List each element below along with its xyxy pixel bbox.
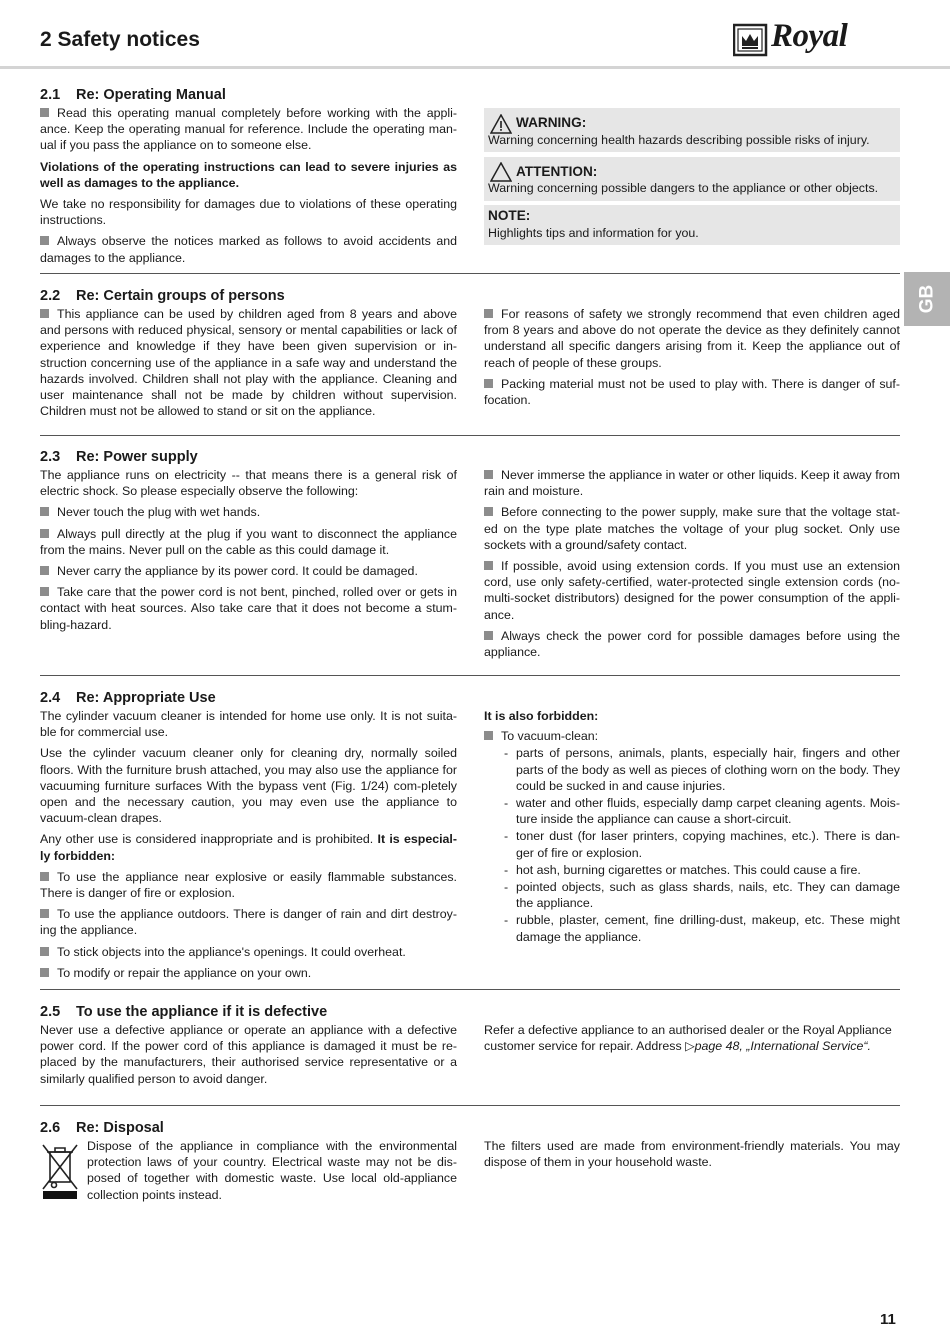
bullet-square-icon (484, 470, 493, 479)
paragraph: For reasons of safety we strongly recommend that even children aged from 8 years and above do not operate the device as they definitely cannot understand all specific dangers arising from it. Keep the appliance out of reach of people of these groups. (484, 307, 900, 370)
list-item: Before connecting to the power supply, make sure that the voltage stat-ed on the type plate matches the voltage of your plug socket. Only use sockets with a ground/safety contact. (484, 505, 900, 552)
paragraph: Always observe the notices marked as follows to avoid accidents and damages to the appliance. (40, 234, 457, 265)
dash-item: - rubble, plaster, cement, fine drilling-dust, makeup, etc. These might damage the appliance. (504, 913, 900, 944)
paragraph: Use the cylinder vacuum cleaner only for cleaning dry, normally soiled floors. With the furniture brush attached, you may also use the appliance for vacuuming furniture surfaces With the bypass vent (Fig. 1/24) com-pletely open and the necessary caution, you may even use the appliance to vacuum-clean drapes. (40, 746, 457, 826)
section-2-3-title: 2.3 Re: Power supply (40, 449, 198, 465)
dash-item: - parts of persons, animals, plants, especially hair, fingers and other parts of the body as well as pieces of clothing worn on the body. They could be sucked in and cause injuries. (504, 746, 900, 793)
paragraph: Never use a defective appliance or operate an appliance with a defective power cord. If the power cord of this appliance is damaged it must be re-placed by the manufacturers, their authorised service representative or a similarly qualified person to avoid danger. (40, 1023, 457, 1086)
section-divider (40, 273, 900, 274)
section-2-3-left (40, 467, 457, 638)
language-tab (904, 272, 950, 326)
warning-text: Warning concerning health hazards describing possible risks of injury. (488, 133, 870, 147)
page-number: 11 (880, 1311, 896, 1328)
bullet-square-icon (40, 236, 49, 245)
paragraph: Violations of the operating instructions can lead to severe injuries as well as damages to the appliance. (40, 159, 457, 190)
bullet-square-icon (484, 631, 493, 640)
cross-reference-link[interactable]: page 48, „International Service“. (694, 1039, 871, 1054)
bullet-square-icon (484, 561, 493, 570)
list-item: Never touch the plug with wet hands. (40, 504, 457, 520)
bullet-square-icon (40, 968, 49, 977)
list-item: To use the appliance outdoors. There is danger of rain and dirt destroy-ing the appliance. (40, 907, 457, 938)
bullet-square-icon (484, 731, 493, 740)
section-2-3-right (484, 467, 900, 665)
list-item: To vacuum-clean: (484, 728, 900, 744)
list-item: Always check the power cord for possible damages before using the appliance. (484, 628, 900, 660)
paragraph: Read this operating manual completely before working with the appli-ance. Keep the operating manual for reference. Include the operating man-ual if you pass the appliance on to someone else. (40, 106, 457, 153)
paragraph: The filters used are made from environment-friendly materials. You may dispose of them in your household waste. (484, 1139, 900, 1170)
attention-title: ATTENTION: (516, 164, 598, 179)
bullet-square-icon (484, 309, 493, 318)
list-item: Always pull directly at the plug if you want to disconnect the appliance from the mains. Never pull on the cable as this could damage it. (40, 526, 457, 557)
section-2-2-title: 2.2 Re: Certain groups of persons (40, 288, 285, 304)
bullet-square-icon (40, 909, 49, 918)
bullet-square-icon (40, 108, 49, 117)
list-item: Never carry the appliance by its power cord. It could be damaged. (40, 563, 457, 579)
bullet-square-icon (484, 379, 493, 388)
section-2-1-left (40, 105, 457, 271)
list-item: Never immerse the appliance in water or other liquids. Keep it away from rain and moisture. (484, 468, 900, 499)
dash-item: - hot ash, burning cigarettes or matches. This could cause a fire. (504, 862, 861, 877)
attention-text: Warning concerning possible dangers to the appliance or other objects. (488, 181, 879, 195)
warning-box (484, 108, 900, 152)
royal-logo (733, 18, 903, 58)
section-2-6-title: 2.6 Re: Disposal (40, 1120, 164, 1136)
section-2-5-right (484, 1022, 900, 1059)
bullet-square-icon (40, 529, 49, 538)
dash-item: - pointed objects, such as glass shards, nails, etc. They can damage the appliance. (504, 880, 900, 911)
attention-triangle-icon (490, 162, 512, 182)
section-divider (40, 435, 900, 436)
paragraph: We take no responsibility for damages due to violations of these operating instructions. (40, 197, 457, 228)
paragraph: Refer a defective appliance to an authorised dealer or the Royal Appliance customer service for repair. Address ▷page 48, „International Service“. (484, 1023, 892, 1054)
paragraph: Any other use is considered inappropriate and is prohibited. It is especial-ly forbidden: (40, 832, 458, 863)
section-2-4-right (484, 708, 900, 946)
section-2-2-left (40, 306, 457, 424)
note-title: NOTE: (488, 208, 531, 223)
section-divider (40, 675, 900, 676)
attention-box (484, 157, 900, 201)
bullet-square-icon (40, 507, 49, 516)
bullet-square-icon (40, 566, 49, 575)
paragraph: Dispose of the appliance in compliance with the environmental protection laws of your country. Electrical waste may not be dis-posed of together with domestic waste. Use local old-appliance collection points instead. (87, 1139, 457, 1202)
section-2-5-title: 2.5 To use the appliance if it is defective (40, 1004, 328, 1020)
section-2-6-left (87, 1138, 457, 1208)
cross-reference-arrow-icon: ▷ (685, 1039, 695, 1054)
list-item: To use the appliance near explosive or easily flammable substances. There is danger of fire or explosion. (40, 869, 457, 901)
page-title: 2 Safety notices (40, 28, 200, 51)
note-box (484, 205, 900, 245)
warning-title: WARNING: (516, 115, 587, 130)
list-item: To modify or repair the appliance on your own. (40, 965, 457, 981)
bullet-square-icon (40, 309, 49, 318)
section-2-4-left (40, 708, 457, 986)
paragraph: The cylinder vacuum cleaner is intended for home use only. It is not suita-ble for commercial use. (40, 709, 457, 740)
section-2-4-title: 2.4 Re: Appropriate Use (40, 690, 216, 706)
warning-triangle-icon (490, 114, 512, 134)
dash-item: - water and other fluids, especially damp carpet cleaning agents. Mois-ture inside the appliance can cause a short-circuit. (504, 796, 900, 827)
bullet-square-icon (484, 507, 493, 516)
bullet-square-icon (40, 947, 49, 956)
section-divider (40, 1105, 900, 1106)
bullet-square-icon (40, 872, 49, 881)
list-item: Take care that the power cord is not bent, pinched, rolled over or gets in contact with heat sources. Also take care that it does not become a stum-bling-hazard. (40, 585, 457, 632)
dash-item: - toner dust (for laser printers, copying machines, etc.). There is dan-ger of fire or explosion. (504, 829, 900, 860)
header-divider (0, 66, 950, 69)
section-2-2-right (484, 306, 900, 413)
logo-wordmark: Royal (771, 18, 848, 54)
section-2-5-left (40, 1022, 457, 1092)
paragraph: It is also forbidden: (484, 709, 599, 723)
section-divider (40, 989, 900, 990)
note-text: Highlights tips and information for you. (488, 226, 699, 240)
crossed-wheelie-bin-icon (40, 1140, 80, 1202)
list-item: If possible, avoid using extension cords. If you must use an extension cord, use only safety-certified, water-protected single extension cords (no-multi-socket distributors) designed for the power consumption of the appli-ance. (484, 559, 900, 622)
bullet-square-icon (40, 587, 49, 596)
language-tab-label: GB (916, 284, 937, 314)
paragraph: Packing material must not be used to play with. There is danger of suf-focation. (484, 376, 900, 408)
section-2-1-title: 2.1 Re: Operating Manual (40, 87, 226, 103)
list-item: To stick objects into the appliance's openings. It could overheat. (40, 944, 457, 960)
section-2-6-right (484, 1138, 900, 1175)
paragraph: The appliance runs on electricity -- that means there is a general risk of electric shock. So please especially observe the following: (40, 468, 457, 499)
paragraph: This appliance can be used by children aged from 8 years and above and persons with reduced physical, sensory or mental capabilities or lack of experience and knowledge if they have been given supervision or in-struction concerning use of the appliance in a safe way and understand the hazards involved. Children shall not play with the appliance. Cleaning and user maintenance shall not be made by children without supervision. Children must not be allowed to stand or sit on the appliance. (40, 307, 457, 419)
